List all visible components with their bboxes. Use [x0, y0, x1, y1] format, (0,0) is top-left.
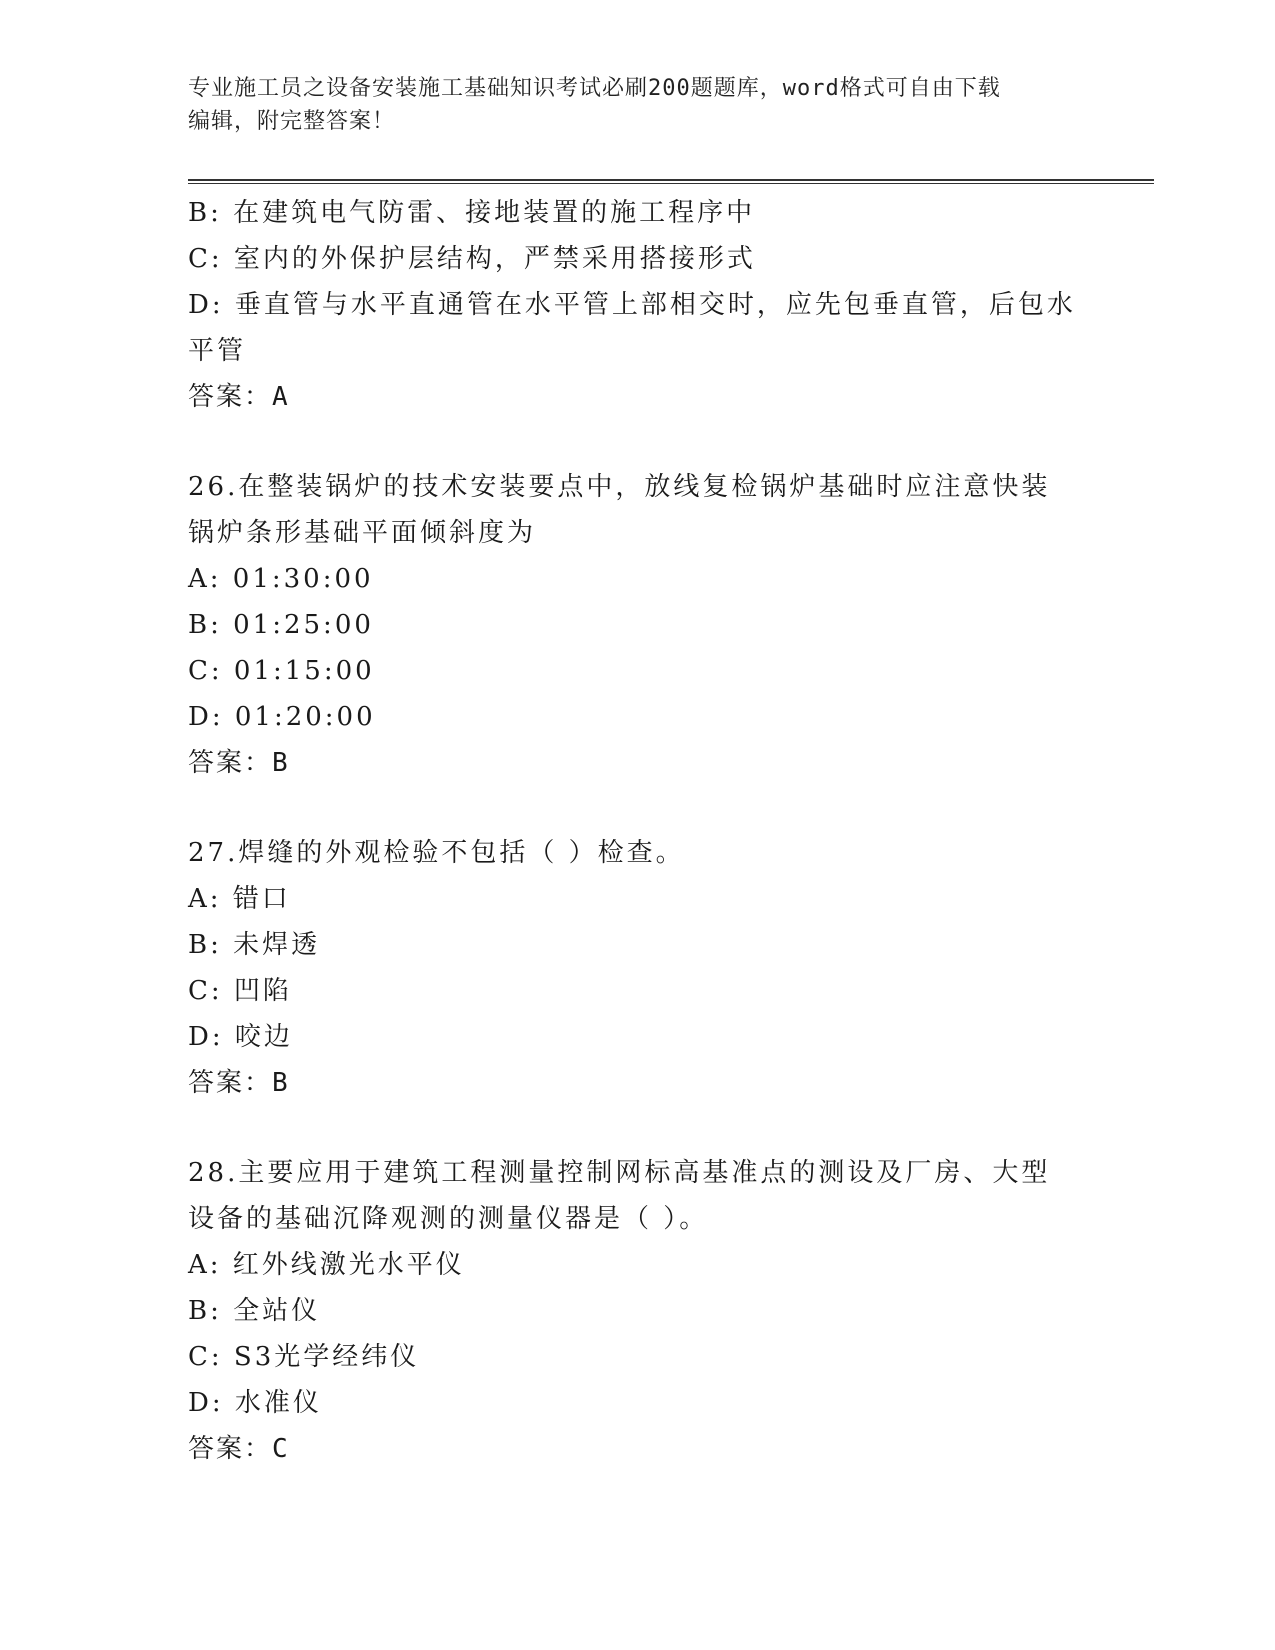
- option-b: B: 01:25:00: [188, 610, 374, 640]
- question-28: [188, 1150, 1088, 1472]
- option-d: D: 咬边: [188, 1022, 293, 1052]
- answer-line: 答案：A: [188, 382, 290, 412]
- header-title-line-1: 专业施工员之设备安装施工基础知识考试必刷200题题库，word格式可自由下载: [188, 76, 1001, 101]
- option-a: A: 01:30:00: [188, 564, 374, 594]
- option-c: C: 01:15:00: [188, 656, 375, 686]
- option-b: B: 全站仪: [188, 1296, 321, 1326]
- option-a: A: 错口: [188, 884, 291, 914]
- question-stem: 26.在整装锅炉的技术安装要点中，放线复检锅炉基础时应注意快装锅炉条形基础平面倾斜度为: [188, 472, 1051, 548]
- option-c: C: 室内的外保护层结构，严禁采用搭接形式: [188, 244, 756, 274]
- document-header: [188, 72, 1068, 138]
- question-list: [188, 190, 1088, 1472]
- option-b: B: 在建筑电气防雷、接地装置的施工程序中: [188, 198, 756, 228]
- option-d: D: 垂直管与水平直通管在水平管上部相交时，应先包垂直管，后包水平管: [188, 290, 1076, 366]
- header-title-line-2: 编辑，附完整答案！: [188, 109, 396, 134]
- answer-line: 答案：B: [188, 1068, 290, 1098]
- question-stem: 28.主要应用于建筑工程测量控制网标高基准点的测设及厂房、大型设备的基础沉降观测的测量仪器是（ ）。: [188, 1158, 1051, 1234]
- answer-line: 答案：C: [188, 1434, 290, 1464]
- question-25-continued: [188, 190, 1088, 420]
- option-a: A: 红外线激光水平仪: [188, 1250, 465, 1280]
- option-d: D: 水准仪: [188, 1388, 322, 1418]
- question-26: [188, 464, 1088, 786]
- option-c: C: S3光学经纬仪: [188, 1342, 420, 1372]
- question-27: [188, 830, 1088, 1106]
- option-c: C: 凹陷: [188, 976, 292, 1006]
- option-b: B: 未焊透: [188, 930, 321, 960]
- question-stem: 27.焊缝的外观检验不包括（ ）检查。: [188, 838, 685, 868]
- header-divider: [188, 179, 1154, 184]
- option-d: D: 01:20:00: [188, 702, 376, 732]
- answer-line: 答案：B: [188, 748, 290, 778]
